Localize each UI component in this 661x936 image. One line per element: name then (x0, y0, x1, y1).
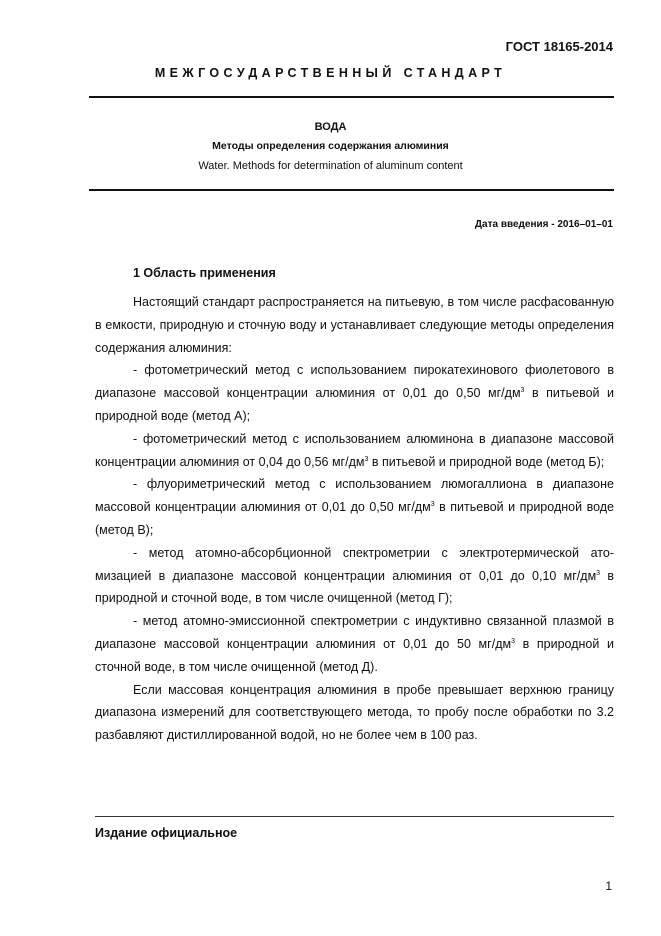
method-item: - флуориметрический метод с использованием люмогаллиона в диапазоне массовой концентрации алюминия от 0,01 до 0,50 $мг/дм^3$ в питьевой и природной воде (метод В); (95, 477, 614, 537)
section-body (95, 291, 614, 747)
method-item: - метод атомно-эмиссионной спектрометрии с индуктивно связанной плазмой в диапазоне массовой концентрации алюминия от 0,01 до 50 $мг/дм^3$ в природной и сточной воде, в том числе очищенной (метод Д). (95, 614, 614, 674)
document-subtitle-ru: Методы определения содержания алюминия (212, 140, 449, 152)
document-title: ВОДА (314, 121, 347, 133)
document-subtitle-en: Water. Methods for determination of aluminum content (198, 160, 463, 172)
intro-paragraph: Настоящий стандарт распространяется на питьевую, в том числе расфасованную в емкости, природную и сточную воду и устанавливает следующие методы определения содержания алюминия: (95, 295, 614, 355)
method-item: - фотометрический метод с использованием пирокатехинового фиолетового в диапазоне массовой концентрации алюминия от 0,01 до 0,50 $мг/дм^3$ в питьевой и природной воде (метод А); (95, 363, 615, 423)
page-number: 1 (605, 879, 612, 893)
method-item: - метод атомно-абсорбционной спектрометрии с электротермической атомизацией в диапазоне массовой концентрации алюминия от 0,01 до 0,10 $мг/дм^3$ в природной и сточной воде, в том числе очищенной (метод Г); (95, 545, 614, 606)
edition-label: Издание официальное (95, 826, 238, 840)
introduction-date: Дата введения - 2016–01–01 (474, 219, 613, 230)
interstate-standard-heading: МЕЖГОСУДАРСТВЕННЫЙ СТАНДАРТ (154, 66, 507, 80)
section-title: 1 Область применения (133, 266, 276, 280)
standard-number: ГОСТ 18165-2014 (505, 39, 613, 54)
footer-rule (95, 816, 614, 817)
header-rule-top (89, 96, 614, 98)
dilution-note: Если массовая концентрация алюминия в пробе превышает верхнюю границу диапазона измерений для соответствующего метода, то пробу после обработки по 3.2 разбавляют дистиллированной водой, но не более чем в 100 раз. (95, 682, 614, 743)
header-rule-bottom (89, 189, 614, 191)
method-item: - фотометрический метод с использованием алюминона в диапазоне массовой концентрации алюминия от 0,04 до 0,56 $мг/дм^3$ в питьевой и природной воде (метод Б); (95, 431, 614, 469)
